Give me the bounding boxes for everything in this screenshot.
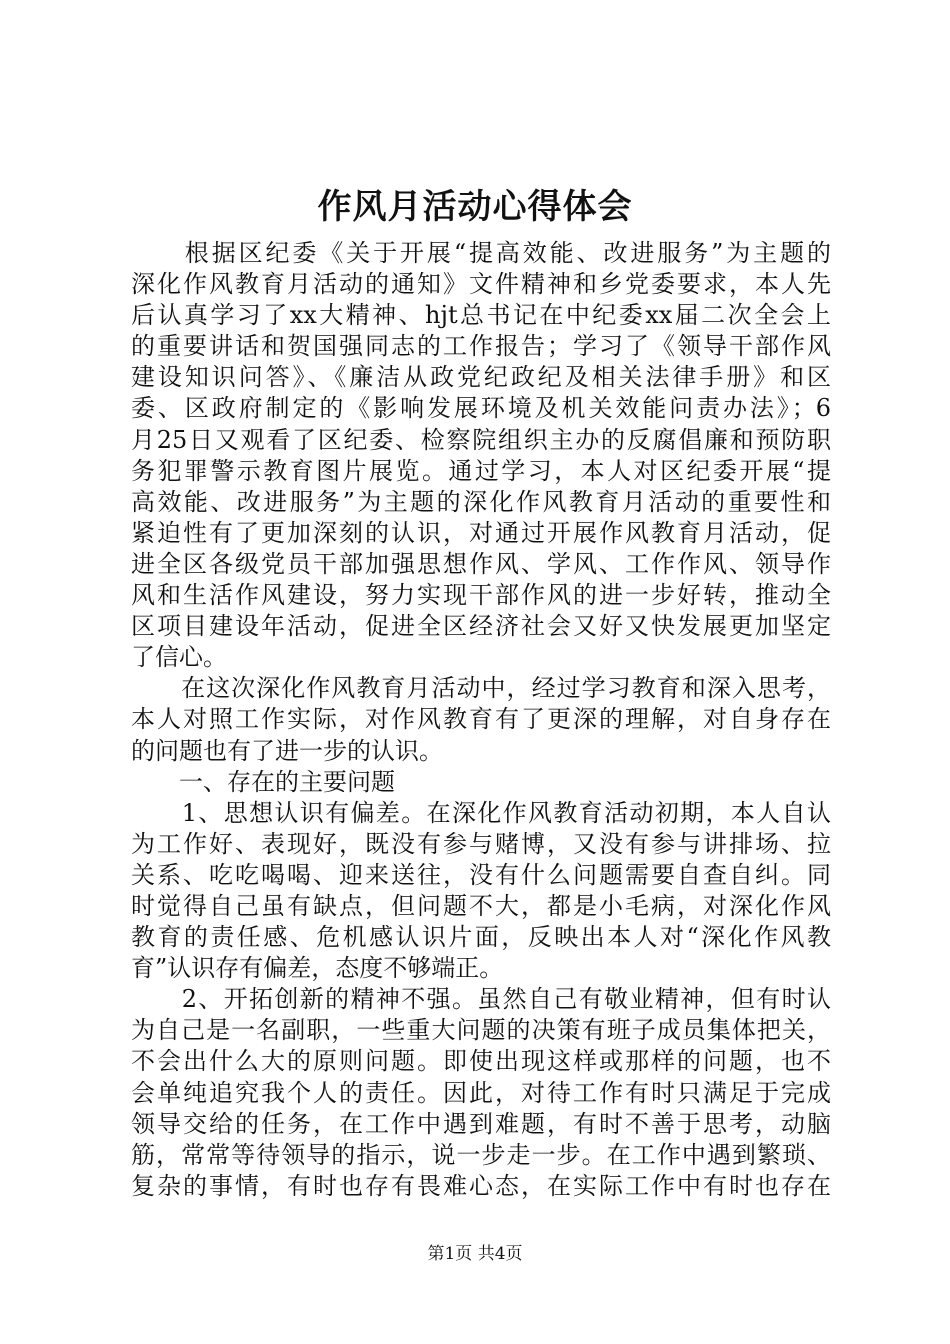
text-line: 委、区政府制定的《影响发展环境及机关效能问责办法》；6 [131, 394, 831, 423]
text-line: 进全区各级党员干部加强思想作风、学风、工作作风、领导作 [131, 549, 831, 578]
text-line: 不会出什么大的原则问题。即使出现这样或那样的问题，也不 [131, 1047, 831, 1076]
text-line: 教育的责任感、危机感认识片面，反映出本人对“深化作风教 [131, 923, 831, 952]
text-line: 区项目建设年活动，促进全区经济社会又好又快发展更加坚定 [131, 612, 831, 641]
text-line: 时觉得自己虽有缺点，但问题不大，都是小毛病，对深化作风 [131, 891, 831, 920]
text-line: 根据区纪委《关于开展“提高效能、改进服务”为主题的 [131, 239, 831, 267]
text-line: 本人对照工作实际，对作风教育有了更深的理解，对自身存在 [131, 705, 831, 734]
text-line: 务犯罪警示教育图片展览。通过学习，本人对区纪委开展“提 [131, 456, 831, 485]
text-line: 建设知识问答》、《廉洁从政党纪政纪及相关法律手册》和区 [131, 363, 831, 392]
document-title: 作风月活动心得体会 [317, 187, 633, 227]
text-line: 筋，常常等待领导的指示，说一步走一步。在工作中遇到繁琐、 [131, 1140, 831, 1169]
text-line: 深化作风教育月活动的通知》文件精神和乡党委要求，本人先 [131, 270, 831, 299]
text-line: 后认真学习了xx大精神、hjt总书记在中纪委xx届二次全会上 [131, 301, 831, 330]
text-line: 会单纯追究我个人的责任。因此，对待工作有时只满足于完成 [131, 1078, 831, 1107]
text-line: 月25日又观看了区纪委、检察院组织主办的反腐倡廉和预防职 [131, 425, 831, 454]
text-line: 高效能、改进服务”为主题的深化作风教育月活动的重要性和 [131, 487, 831, 516]
text-line: 的重要讲话和贺国强同志的工作报告；学习了《领导干部作风 [131, 332, 831, 361]
text-line: 领导交给的任务，在工作中遇到难题，有时不善于思考，动脑 [131, 1109, 831, 1138]
text-line: 风和生活作风建设，努力实现干部作风的进一步好转，推动全 [131, 581, 831, 610]
text-line: 一、存在的主要问题 [131, 767, 395, 796]
text-line: 育”认识存有偏差，态度不够端正。 [131, 954, 504, 983]
text-line: 1、思想认识有偏差。在深化作风教育活动初期，本人自认 [131, 798, 831, 827]
page-footer: 第1页 共4页 [427, 1244, 523, 1264]
text-line: 复杂的事情，有时也存有畏难心态，在实际工作中有时也存在 [131, 1171, 831, 1200]
text-line: 了信心。 [131, 643, 227, 672]
text-line: 为工作好、表现好，既没有参与赌博，又没有参与讲排场、拉 [131, 829, 831, 858]
text-line: 为自己是一名副职，一些重大问题的决策有班子成员集体把关， [131, 1016, 831, 1045]
text-line: 关系、吃吃喝喝、迎来送往，没有什么问题需要自查自纠。同 [131, 860, 831, 889]
text-line: 的问题也有了进一步的认识。 [131, 736, 443, 765]
document-body [131, 238, 831, 1202]
text-line: 在这次深化作风教育月活动中，经过学习教育和深入思考， [131, 674, 831, 703]
text-line: 2、开拓创新的精神不强。虽然自己有敬业精神，但有时认 [131, 985, 831, 1014]
text-line: 紧迫性有了更加深刻的认识，对通过开展作风教育月活动，促 [131, 518, 831, 547]
